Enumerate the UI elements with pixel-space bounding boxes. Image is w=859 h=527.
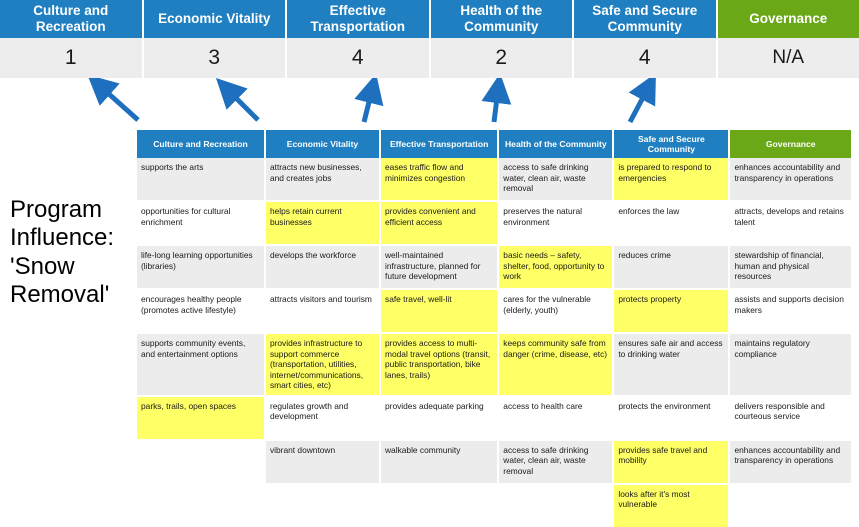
matrix-cell <box>265 484 380 527</box>
matrix-cell: parks, trails, open spaces <box>137 396 265 440</box>
scorecard-header-economic-vitality: Economic Vitality <box>144 0 288 38</box>
scorecard-header-band <box>0 0 859 38</box>
matrix-cell: provides safe travel and mobility <box>613 440 729 484</box>
matrix-cell: provides adequate parking <box>380 396 498 440</box>
matrix-cell <box>137 440 265 484</box>
matrix-col-culture-and-recreation: Culture and Recreation <box>137 130 265 158</box>
matrix-col-economic-vitality: Economic Vitality <box>265 130 380 158</box>
score-governance: N/A <box>718 38 859 78</box>
matrix-cell: helps retain current businesses <box>265 201 380 245</box>
matrix-cell: enforces the law <box>613 201 729 245</box>
matrix-header-row <box>137 130 851 158</box>
matrix-cell: reduces crime <box>613 245 729 289</box>
matrix-cell: maintains regulatory compliance <box>729 333 851 396</box>
matrix-cell: delivers responsible and courteous service <box>729 396 851 440</box>
program-influence-line-4: Removal' <box>10 281 135 309</box>
score-safe-and-secure-community: 4 <box>574 38 718 78</box>
table-row <box>137 289 851 333</box>
matrix-cell <box>137 484 265 527</box>
score-culture-and-recreation: 1 <box>0 38 144 78</box>
table-row <box>137 333 851 396</box>
arrow-up-right-icon-3 <box>364 90 372 122</box>
arrow-up-right-icon-5 <box>630 88 648 122</box>
table-row <box>137 440 851 484</box>
arrow-up-right-icon-4 <box>494 90 498 122</box>
scorecard-header-effective-transportation: Effective Transportation <box>287 0 431 38</box>
matrix-cell: eases traffic flow and minimizes congestion <box>380 158 498 201</box>
matrix-cell: provides access to multi-modal travel options (transit, public transportation, bike lanes, trails) <box>380 333 498 396</box>
matrix-cell: access to safe drinking water, clean air, waste removal <box>498 158 613 201</box>
table-row <box>137 484 851 527</box>
score-economic-vitality: 3 <box>144 38 288 78</box>
program-influence-line-3: 'Snow <box>10 253 135 281</box>
matrix-cell: opportunities for cultural enrichment <box>137 201 265 245</box>
table-row <box>137 396 851 440</box>
program-influence-line-1: Program <box>10 196 135 224</box>
score-effective-transportation: 4 <box>287 38 431 78</box>
matrix-cell: walkable community <box>380 440 498 484</box>
program-influence-line-2: Influence: <box>10 224 135 252</box>
matrix-cell <box>729 484 851 527</box>
matrix-col-effective-transportation: Effective Transportation <box>380 130 498 158</box>
matrix-cell <box>498 484 613 527</box>
matrix-cell: attracts, develops and retains talent <box>729 201 851 245</box>
matrix-cell: supports community events, and entertainment options <box>137 333 265 396</box>
matrix-cell: stewardship of financial, human and physical resources <box>729 245 851 289</box>
scorecard-header-culture-and-recreation: Culture and Recreation <box>0 0 144 38</box>
matrix-cell: provides convenient and efficient access <box>380 201 498 245</box>
matrix-cell: vibrant downtown <box>265 440 380 484</box>
table-row <box>137 158 851 201</box>
matrix-cell: supports the arts <box>137 158 265 201</box>
arrow-up-right-icon-1 <box>100 86 138 120</box>
matrix-cell: provides infrastructure to support commerce (transportation, utilities, internet/communications, smart cities, etc) <box>265 333 380 396</box>
matrix-col-health-of-the-community: Health of the Community <box>498 130 613 158</box>
matrix-cell: attracts new businesses, and creates jobs <box>265 158 380 201</box>
matrix-cell <box>380 484 498 527</box>
matrix-cell: keeps community safe from danger (crime, disease, etc) <box>498 333 613 396</box>
matrix-cell: preserves the natural environment <box>498 201 613 245</box>
matrix-col-safe-and-secure-community: Safe and Secure Community <box>613 130 729 158</box>
matrix-cell: looks after it's most vulnerable <box>613 484 729 527</box>
scorecard-header-health-of-the-community: Health of the Community <box>431 0 575 38</box>
matrix-cell: protects property <box>613 289 729 333</box>
matrix-cell: enhances accountability and transparency in operations <box>729 158 851 201</box>
arrow-up-right-icon-2 <box>228 90 258 120</box>
matrix-cell: regulates growth and development <box>265 396 380 440</box>
score-health-of-the-community: 2 <box>431 38 575 78</box>
influence-matrix-table <box>137 130 851 527</box>
matrix-cell: access to health care <box>498 396 613 440</box>
matrix-cell: develops the workforce <box>265 245 380 289</box>
matrix-cell: safe travel, well-lit <box>380 289 498 333</box>
matrix-cell: is prepared to respond to emergencies <box>613 158 729 201</box>
matrix-cell: enhances accountability and transparency in operations <box>729 440 851 484</box>
matrix-cell: well-maintained infrastructure, planned for future development <box>380 245 498 289</box>
program-influence-label <box>10 196 135 309</box>
matrix-cell: protects the environment <box>613 396 729 440</box>
scorecard-header-safe-and-secure-community: Safe and Secure Community <box>574 0 718 38</box>
scorecard-header-governance: Governance <box>718 0 859 38</box>
matrix-cell: attracts visitors and tourism <box>265 289 380 333</box>
matrix-cell: basic needs – safety, shelter, food, opportunity to work <box>498 245 613 289</box>
table-row <box>137 201 851 245</box>
matrix-cell: cares for the vulnerable (elderly, youth) <box>498 289 613 333</box>
table-row <box>137 245 851 289</box>
matrix-cell: ensures safe air and access to drinking water <box>613 333 729 396</box>
arrow-group <box>0 78 859 130</box>
matrix-cell: assists and supports decision makers <box>729 289 851 333</box>
scorecard-score-band <box>0 38 859 78</box>
matrix-cell: access to safe drinking water, clean air, waste removal <box>498 440 613 484</box>
matrix-cell: life-long learning opportunities (libraries) <box>137 245 265 289</box>
matrix-col-governance: Governance <box>729 130 851 158</box>
matrix-cell: encourages healthy people (promotes active lifestyle) <box>137 289 265 333</box>
